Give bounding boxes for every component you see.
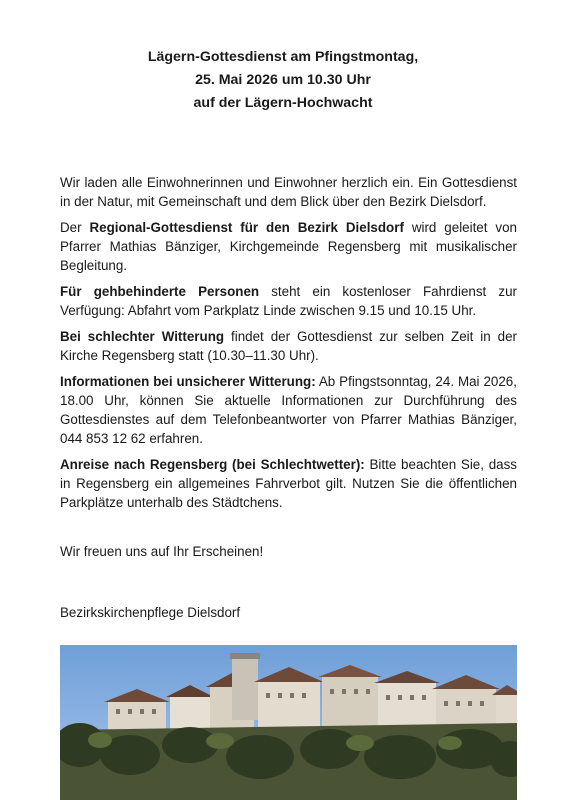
document-body: [60, 173, 517, 519]
paragraph-text: Ab Pfingstsonntag, 24. Mai 2026, 18.00 Uhr, können Sie aktuelle Informationen zur Durchführung des Gottesdienstes auf dem Telefonbeantworter von Pfarrer Mathias Bänziger, 044 853 12 62 erfahren.: [60, 374, 517, 446]
paragraph-bold: Anreise nach Regensberg (bei Schlechtwetter):: [60, 457, 365, 472]
paragraph-bold: Bei schlechter Witterung: [60, 329, 225, 344]
title-line-3: auf der Lägern-Hochwacht: [193, 95, 373, 111]
paragraph-bold: Informationen bei unsicherer Witterung:: [60, 374, 316, 389]
paragraph-bad-weather: [60, 327, 517, 365]
castle-tower: [232, 655, 258, 720]
title-line-1: Lägern-Gottesdienst am Pfingstmontag,: [147, 49, 419, 65]
paragraph-text: findet der Gottesdienst zur selben Zeit in der Kirche Regensberg statt (10.30–11.30 Uhr).: [60, 329, 517, 363]
paragraph-bold: Regional-Gottesdienst für den Bezirk Dielsdorf: [89, 220, 404, 235]
paragraph-prefix: Der: [60, 220, 90, 235]
signature: Bezirkskirchenpflege Dielsdorf: [60, 605, 241, 620]
paragraph-text: Bitte beachten Sie, dass in Regensberg ein allgemeines Fahrverbot gilt. Nutzen Sie die öffentlichen Parkplätze unterhalb des Städtchens.: [60, 457, 518, 510]
paragraph-text: steht ein kostenloser Fahrdienst zur Verfügung: Abfahrt vom Parkplatz Linde zwischen 9.15 und 10.15 Uhr.: [60, 284, 517, 318]
paragraph-bold: Für gehbehinderte Personen: [60, 284, 260, 299]
closing-line: Wir freuen uns auf Ihr Erscheinen!: [60, 544, 264, 559]
paragraph-text: Wir laden alle Einwohnerinnen und Einwohner herzlich ein. Ein Gottesdienst in der Natur, mit Gemeinschaft und dem Blick über den Bezirk Dielsdorf.: [60, 175, 517, 209]
paragraph-invitation: [60, 173, 517, 211]
town-illustration: [60, 645, 517, 800]
paragraph-mobility: [60, 282, 517, 320]
paragraph-regional-service: [60, 218, 517, 275]
document-title: [0, 46, 566, 115]
paragraph-travel: [60, 455, 517, 512]
paragraph-text: wird geleitet von Pfarrer Mathias Bänziger, Kirchgemeinde Regensberg mit musikalischer Begleitung.: [60, 220, 517, 273]
regensberg-photo: [60, 645, 517, 800]
title-line-2: 25. Mai 2026 um 10.30 Uhr: [195, 72, 371, 88]
paragraph-information: [60, 372, 517, 448]
